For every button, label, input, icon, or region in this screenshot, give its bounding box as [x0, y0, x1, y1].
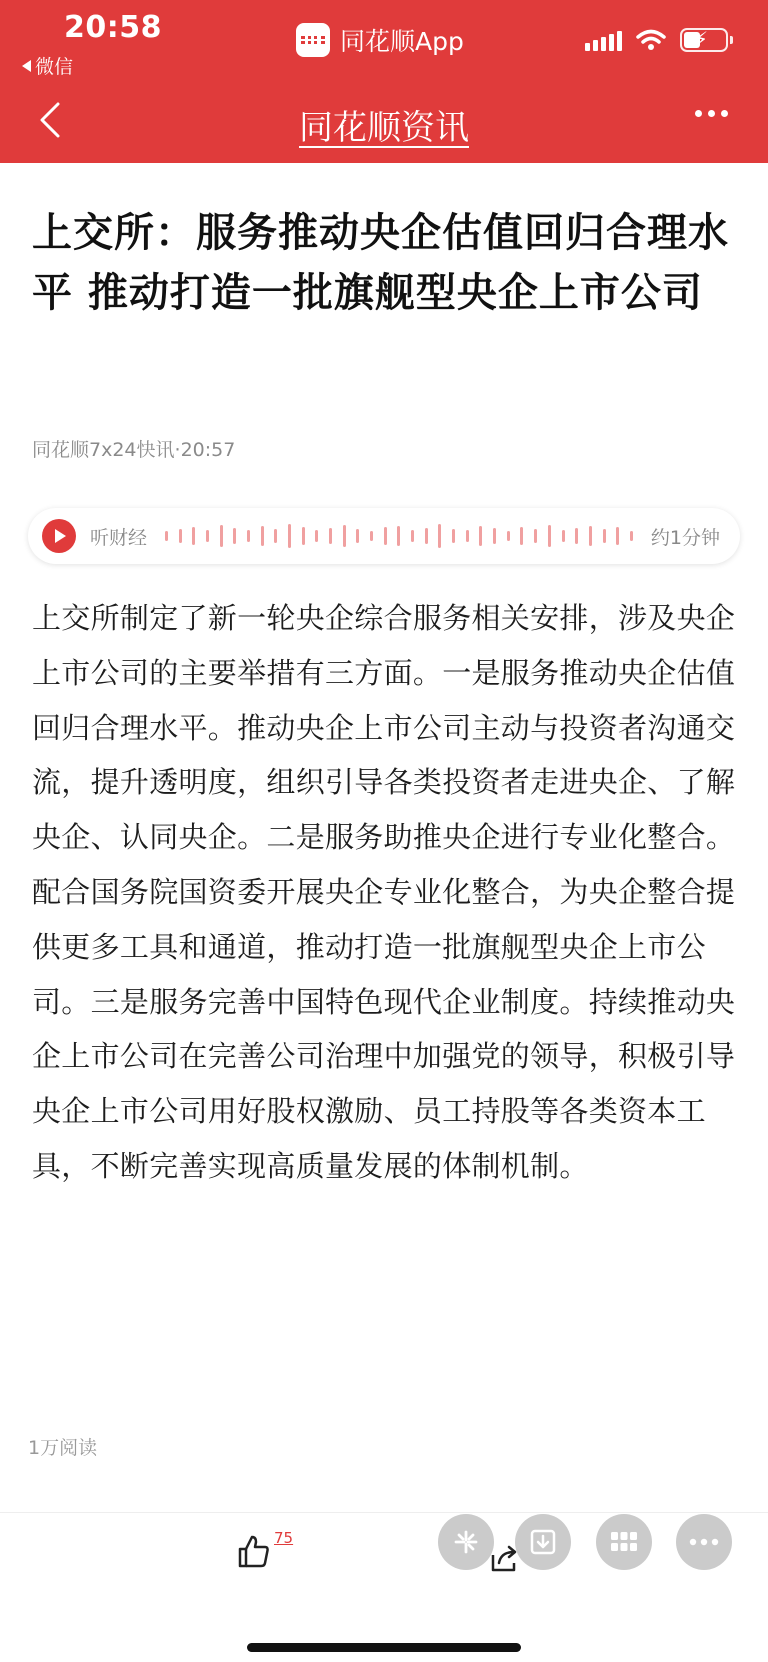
thumbs-up-icon	[236, 1533, 272, 1569]
article-title: 上交所：服务推动央企估值回归合理水平 推动打造一批旗舰型央企上市公司	[32, 210, 729, 316]
wave-bar	[507, 531, 510, 541]
fab-more-button[interactable]	[676, 1514, 732, 1570]
fab-download-button[interactable]	[515, 1514, 571, 1570]
wave-bar	[534, 529, 537, 543]
wave-bar	[616, 527, 619, 545]
nav-title[interactable]: 同花顺资讯	[299, 108, 469, 148]
status-icons	[585, 28, 728, 52]
audio-label: 听财经	[90, 526, 148, 549]
wave-bar	[397, 526, 400, 546]
back-triangle-icon	[22, 60, 31, 72]
wave-bar	[356, 529, 359, 543]
wave-bar	[343, 525, 346, 547]
wave-bar	[233, 528, 236, 544]
wave-bar	[452, 529, 455, 543]
back-app-label: 微信	[35, 56, 74, 78]
wave-bar	[261, 526, 264, 546]
article-source: 同花顺7x24快讯	[32, 439, 175, 461]
wave-bar	[370, 531, 373, 541]
wave-bar	[220, 525, 223, 547]
article-meta	[32, 435, 235, 462]
wave-bar	[315, 530, 318, 542]
wave-bar	[179, 529, 182, 543]
wave-bar	[562, 530, 565, 542]
article-body: 上交所制定了新一轮央企综合服务相关安排，涉及央企上市公司的主要举措有三方面。一是服务推动央企估值回归合理水平。推动央企上市公司主动与投资者沟通交流，提升透明度，组织引导各类投资者走进央企、了解央企、认同央企。二是服务助推央企进行专业化整合。配合国务院国资委开展央企专业化整合，为央企整合提供更多工具和通道，推动打造一批旗舰型央企上市公司。三是服务完善中国特色现代企业制度。持续推动央企上市公司在完善公司治理中加强党的领导，积极引导央企上市公司用好股权激励、员工持股等各类资本工具，不断完善实现高质量发展的体制机制。	[32, 601, 736, 1183]
wave-bar	[589, 526, 592, 546]
grid-icon	[610, 1531, 638, 1553]
wave-bar	[520, 527, 523, 545]
wave-bar	[288, 524, 291, 548]
wave-bar	[329, 528, 332, 544]
wave-bar	[384, 527, 387, 545]
audio-duration: 约1分钟	[650, 526, 720, 549]
wave-bar	[425, 528, 428, 544]
app-logo-icon	[296, 23, 330, 57]
wave-bar	[247, 530, 250, 542]
more-button[interactable]	[695, 110, 728, 117]
wave-bar	[206, 530, 209, 542]
audio-player[interactable]	[28, 508, 740, 564]
home-indicator	[247, 1643, 521, 1652]
more-dot	[721, 110, 728, 117]
top-bar	[0, 0, 768, 163]
more-dot	[695, 110, 702, 117]
read-count: 1万阅读	[28, 1437, 98, 1459]
wave-bar	[479, 526, 482, 546]
wave-bar	[411, 530, 414, 542]
cellular-signal-icon	[585, 29, 622, 51]
fab-sparkle-button[interactable]	[438, 1514, 494, 1570]
wave-bar	[493, 528, 496, 544]
wave-bar	[438, 524, 441, 548]
like-button[interactable]	[236, 1529, 294, 1569]
back-to-wechat-link[interactable]	[22, 52, 73, 79]
wave-bar	[165, 531, 168, 541]
wave-bar	[603, 529, 606, 543]
bottom-action-bar	[0, 1512, 768, 1662]
wave-bar	[466, 530, 469, 542]
wave-bar	[575, 528, 578, 544]
more-dots-icon	[689, 1538, 719, 1546]
wave-bar	[630, 531, 633, 541]
wifi-icon	[636, 29, 666, 51]
sparkle-icon	[453, 1529, 479, 1555]
audio-waveform[interactable]	[165, 521, 633, 551]
play-button[interactable]	[42, 519, 76, 553]
status-time: 20:58	[64, 10, 162, 45]
status-app-indicator	[296, 22, 464, 58]
wave-bar	[274, 529, 277, 543]
more-dot	[708, 110, 715, 117]
meta-separator: ·	[174, 439, 181, 461]
wave-bar	[548, 525, 551, 547]
battery-icon: ⚡	[680, 28, 728, 52]
play-icon	[55, 529, 66, 543]
like-count: 75	[274, 1529, 294, 1547]
download-icon	[529, 1528, 557, 1556]
status-app-name: 同花顺App	[340, 27, 464, 56]
article-time: 20:57	[180, 439, 236, 461]
wave-bar	[302, 527, 305, 545]
fab-grid-button[interactable]	[596, 1514, 652, 1570]
wave-bar	[192, 527, 195, 545]
